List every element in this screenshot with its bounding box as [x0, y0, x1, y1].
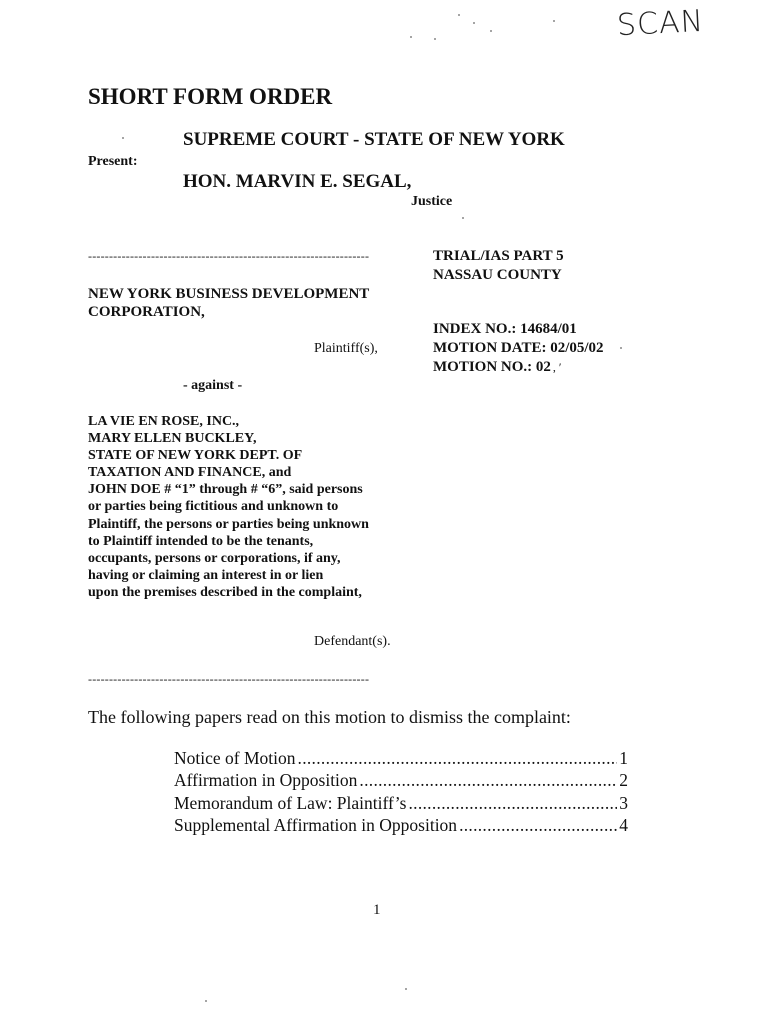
paper-number: 3	[619, 792, 628, 813]
defendant-line: or parties being fictitious and unknown to	[88, 499, 339, 515]
defendant-line: LA VIE EN ROSE, INC.,	[88, 414, 240, 429]
defendant-line: Plaintiff, the persons or parties being unknown	[88, 516, 369, 532]
dot-leader	[408, 792, 617, 814]
defendant-line: STATE OF NEW YORK DEPT. OF	[88, 448, 303, 464]
page-number: 1	[373, 902, 381, 918]
scan-speck	[473, 22, 475, 24]
paper-label: Affirmation in Opposition	[174, 770, 358, 791]
index-number: INDEX NO.: 14684/01	[433, 321, 577, 337]
plaintiff-name	[88, 285, 369, 321]
scan-stamp: SCAN	[616, 3, 705, 44]
paper-number: 2	[619, 770, 628, 791]
scan-speck	[434, 38, 436, 40]
paper-number: 1	[619, 748, 628, 768]
scan-speck	[620, 347, 622, 349]
document-title: SHORT FORM ORDER	[88, 84, 333, 109]
judge-name: HON. MARVIN E. SEGAL,	[183, 171, 412, 192]
dot-leader	[298, 747, 618, 769]
scan-speck	[490, 30, 492, 32]
motion-number-text: MOTION NO.: 02	[433, 359, 551, 375]
scan-speck	[462, 217, 464, 219]
dot-leader	[459, 814, 617, 836]
scan-speck	[553, 20, 555, 22]
scan-speck	[405, 988, 407, 990]
paper-label: Supplemental Affirmation in Opposition	[174, 815, 458, 836]
scan-speck	[458, 14, 460, 16]
part-line: TRIAL/IAS PART 5	[433, 248, 564, 264]
against-label: - against -	[183, 378, 243, 393]
plaintiff-name-line: NEW YORK BUSINESS DEVELOPMENT	[88, 286, 370, 302]
motion-number: MOTION NO.: 02 , ′	[433, 359, 562, 375]
defendant-line: TAXATION AND FINANCE, and	[88, 465, 292, 481]
defendant-line: MARY ELLEN BUCKLEY,	[88, 431, 257, 447]
paper-item	[174, 769, 628, 791]
judge-title: Justice	[411, 194, 453, 209]
defendant-line: upon the premises described in the complaint,	[88, 584, 362, 600]
defendant-line: having or claiming an interest in or lien	[88, 567, 324, 583]
defendants-list	[88, 413, 369, 601]
defendant-line: JOHN DOE # “1” through # “6”, said persons	[88, 482, 363, 498]
court-part	[433, 247, 564, 285]
court-name: SUPREME COURT - STATE OF NEW YORK	[183, 129, 565, 150]
scan-speck	[410, 36, 412, 38]
defendant-line: to Plaintiff intended to be the tenants,	[88, 533, 314, 549]
papers-list	[174, 747, 628, 837]
defendant-role: Defendant(s).	[314, 634, 391, 649]
plaintiff-name-line: CORPORATION,	[88, 304, 205, 320]
dot-leader	[359, 769, 617, 791]
paper-item	[174, 747, 628, 769]
plaintiff-role: Plaintiff(s),	[314, 341, 378, 356]
caption-separator-top: -------------------------------------------------------------------	[88, 249, 370, 263]
caption-separator-bottom: -------------------------------------------------------------------	[88, 672, 370, 686]
paper-label: Notice of Motion	[174, 748, 296, 768]
scan-speck	[122, 137, 124, 139]
paper-label: Memorandum of Law: Plaintiff’s	[174, 792, 407, 813]
paper-number: 4	[619, 815, 628, 836]
paper-item	[174, 814, 628, 836]
case-info	[433, 320, 604, 377]
scan-speck	[205, 1000, 207, 1002]
motion-date: MOTION DATE: 02/05/02	[433, 340, 604, 356]
defendant-line: occupants, persons or corporations, if any,	[88, 550, 341, 566]
present-label: Present:	[88, 154, 138, 169]
paper-item	[174, 792, 628, 814]
county-line: NASSAU COUNTY	[433, 267, 562, 283]
papers-intro: The following papers read on this motion to dismiss the complaint:	[88, 707, 571, 727]
